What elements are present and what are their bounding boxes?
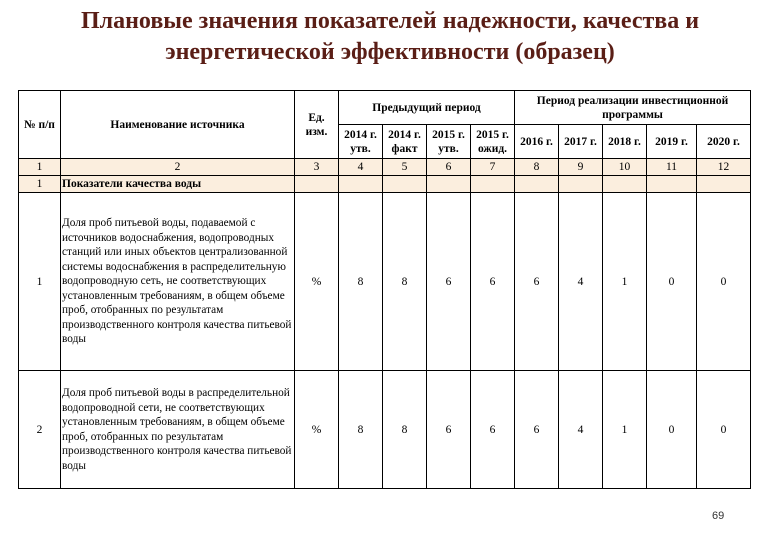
header-invest-period: Период реализации инвестиционной программы xyxy=(515,91,751,125)
row-num: 1 xyxy=(19,193,61,371)
table-row xyxy=(19,193,751,371)
row-value: 8 xyxy=(383,371,427,489)
header-year: 2020 г. xyxy=(697,125,751,159)
row-value: 6 xyxy=(427,371,471,489)
indicators-table-wrapper xyxy=(18,90,751,489)
column-number: 4 xyxy=(339,159,383,176)
row-value: 6 xyxy=(515,193,559,371)
header-unit: Ед. изм. xyxy=(295,91,339,159)
column-number: 3 xyxy=(295,159,339,176)
header-year: 2014 г. утв. xyxy=(339,125,383,159)
row-value: 0 xyxy=(697,371,751,489)
column-number: 6 xyxy=(427,159,471,176)
column-number: 1 xyxy=(19,159,61,176)
section-num: 1 xyxy=(19,176,61,193)
row-value: 4 xyxy=(559,193,603,371)
header-row-1 xyxy=(19,91,751,125)
row-unit: % xyxy=(295,193,339,371)
header-year: 2017 г. xyxy=(559,125,603,159)
header-name: Наименование источника xyxy=(61,91,295,159)
column-number: 10 xyxy=(603,159,647,176)
row-value: 8 xyxy=(339,193,383,371)
column-number: 7 xyxy=(471,159,515,176)
row-unit: % xyxy=(295,371,339,489)
page-title: Плановые значения показателей надежности, качества и энергетической эффективности (образец) xyxy=(80,8,700,65)
row-value: 6 xyxy=(471,371,515,489)
column-number-row xyxy=(19,159,751,176)
column-number: 12 xyxy=(697,159,751,176)
table-row xyxy=(19,371,751,489)
header-year: 2015 г. ожид. xyxy=(471,125,515,159)
row-value: 8 xyxy=(339,371,383,489)
header-year: 2018 г. xyxy=(603,125,647,159)
column-number: 8 xyxy=(515,159,559,176)
row-value: 6 xyxy=(427,193,471,371)
row-value: 0 xyxy=(697,193,751,371)
row-name: Доля проб питьевой воды, подаваемой с источников водоснабжения, водопроводных станций или иных объектов централизованной системы водоснабжения в распределительную водопроводную сеть, не соответствующих установленным требованиям, в общем объеме проб, отобранных по результатам производственного контроля качества питьевой воды xyxy=(61,193,295,371)
indicators-table xyxy=(18,90,751,489)
row-value: 4 xyxy=(559,371,603,489)
header-year: 2014 г. факт xyxy=(383,125,427,159)
row-value: 0 xyxy=(647,371,697,489)
row-value: 6 xyxy=(515,371,559,489)
column-number: 2 xyxy=(61,159,295,176)
page-number: 69 xyxy=(712,510,725,522)
section-row xyxy=(19,176,751,193)
section-label: Показатели качества воды xyxy=(61,176,295,193)
header-year: 2016 г. xyxy=(515,125,559,159)
header-year: 2015 г. утв. xyxy=(427,125,471,159)
row-name: Доля проб питьевой воды в распределительной водопроводной сети, не соответствующих установленным требованиям, в общем объеме проб, отобранных по результатам производственного контроля качества питьевой воды xyxy=(61,371,295,489)
row-value: 0 xyxy=(647,193,697,371)
column-number: 5 xyxy=(383,159,427,176)
header-num: № п/п xyxy=(19,91,61,159)
column-number: 9 xyxy=(559,159,603,176)
header-prev-period: Предыдущий период xyxy=(339,91,515,125)
row-value: 8 xyxy=(383,193,427,371)
row-value: 6 xyxy=(471,193,515,371)
row-value: 1 xyxy=(603,371,647,489)
row-value: 1 xyxy=(603,193,647,371)
row-num: 2 xyxy=(19,371,61,489)
column-number: 11 xyxy=(647,159,697,176)
header-year: 2019 г. xyxy=(647,125,697,159)
